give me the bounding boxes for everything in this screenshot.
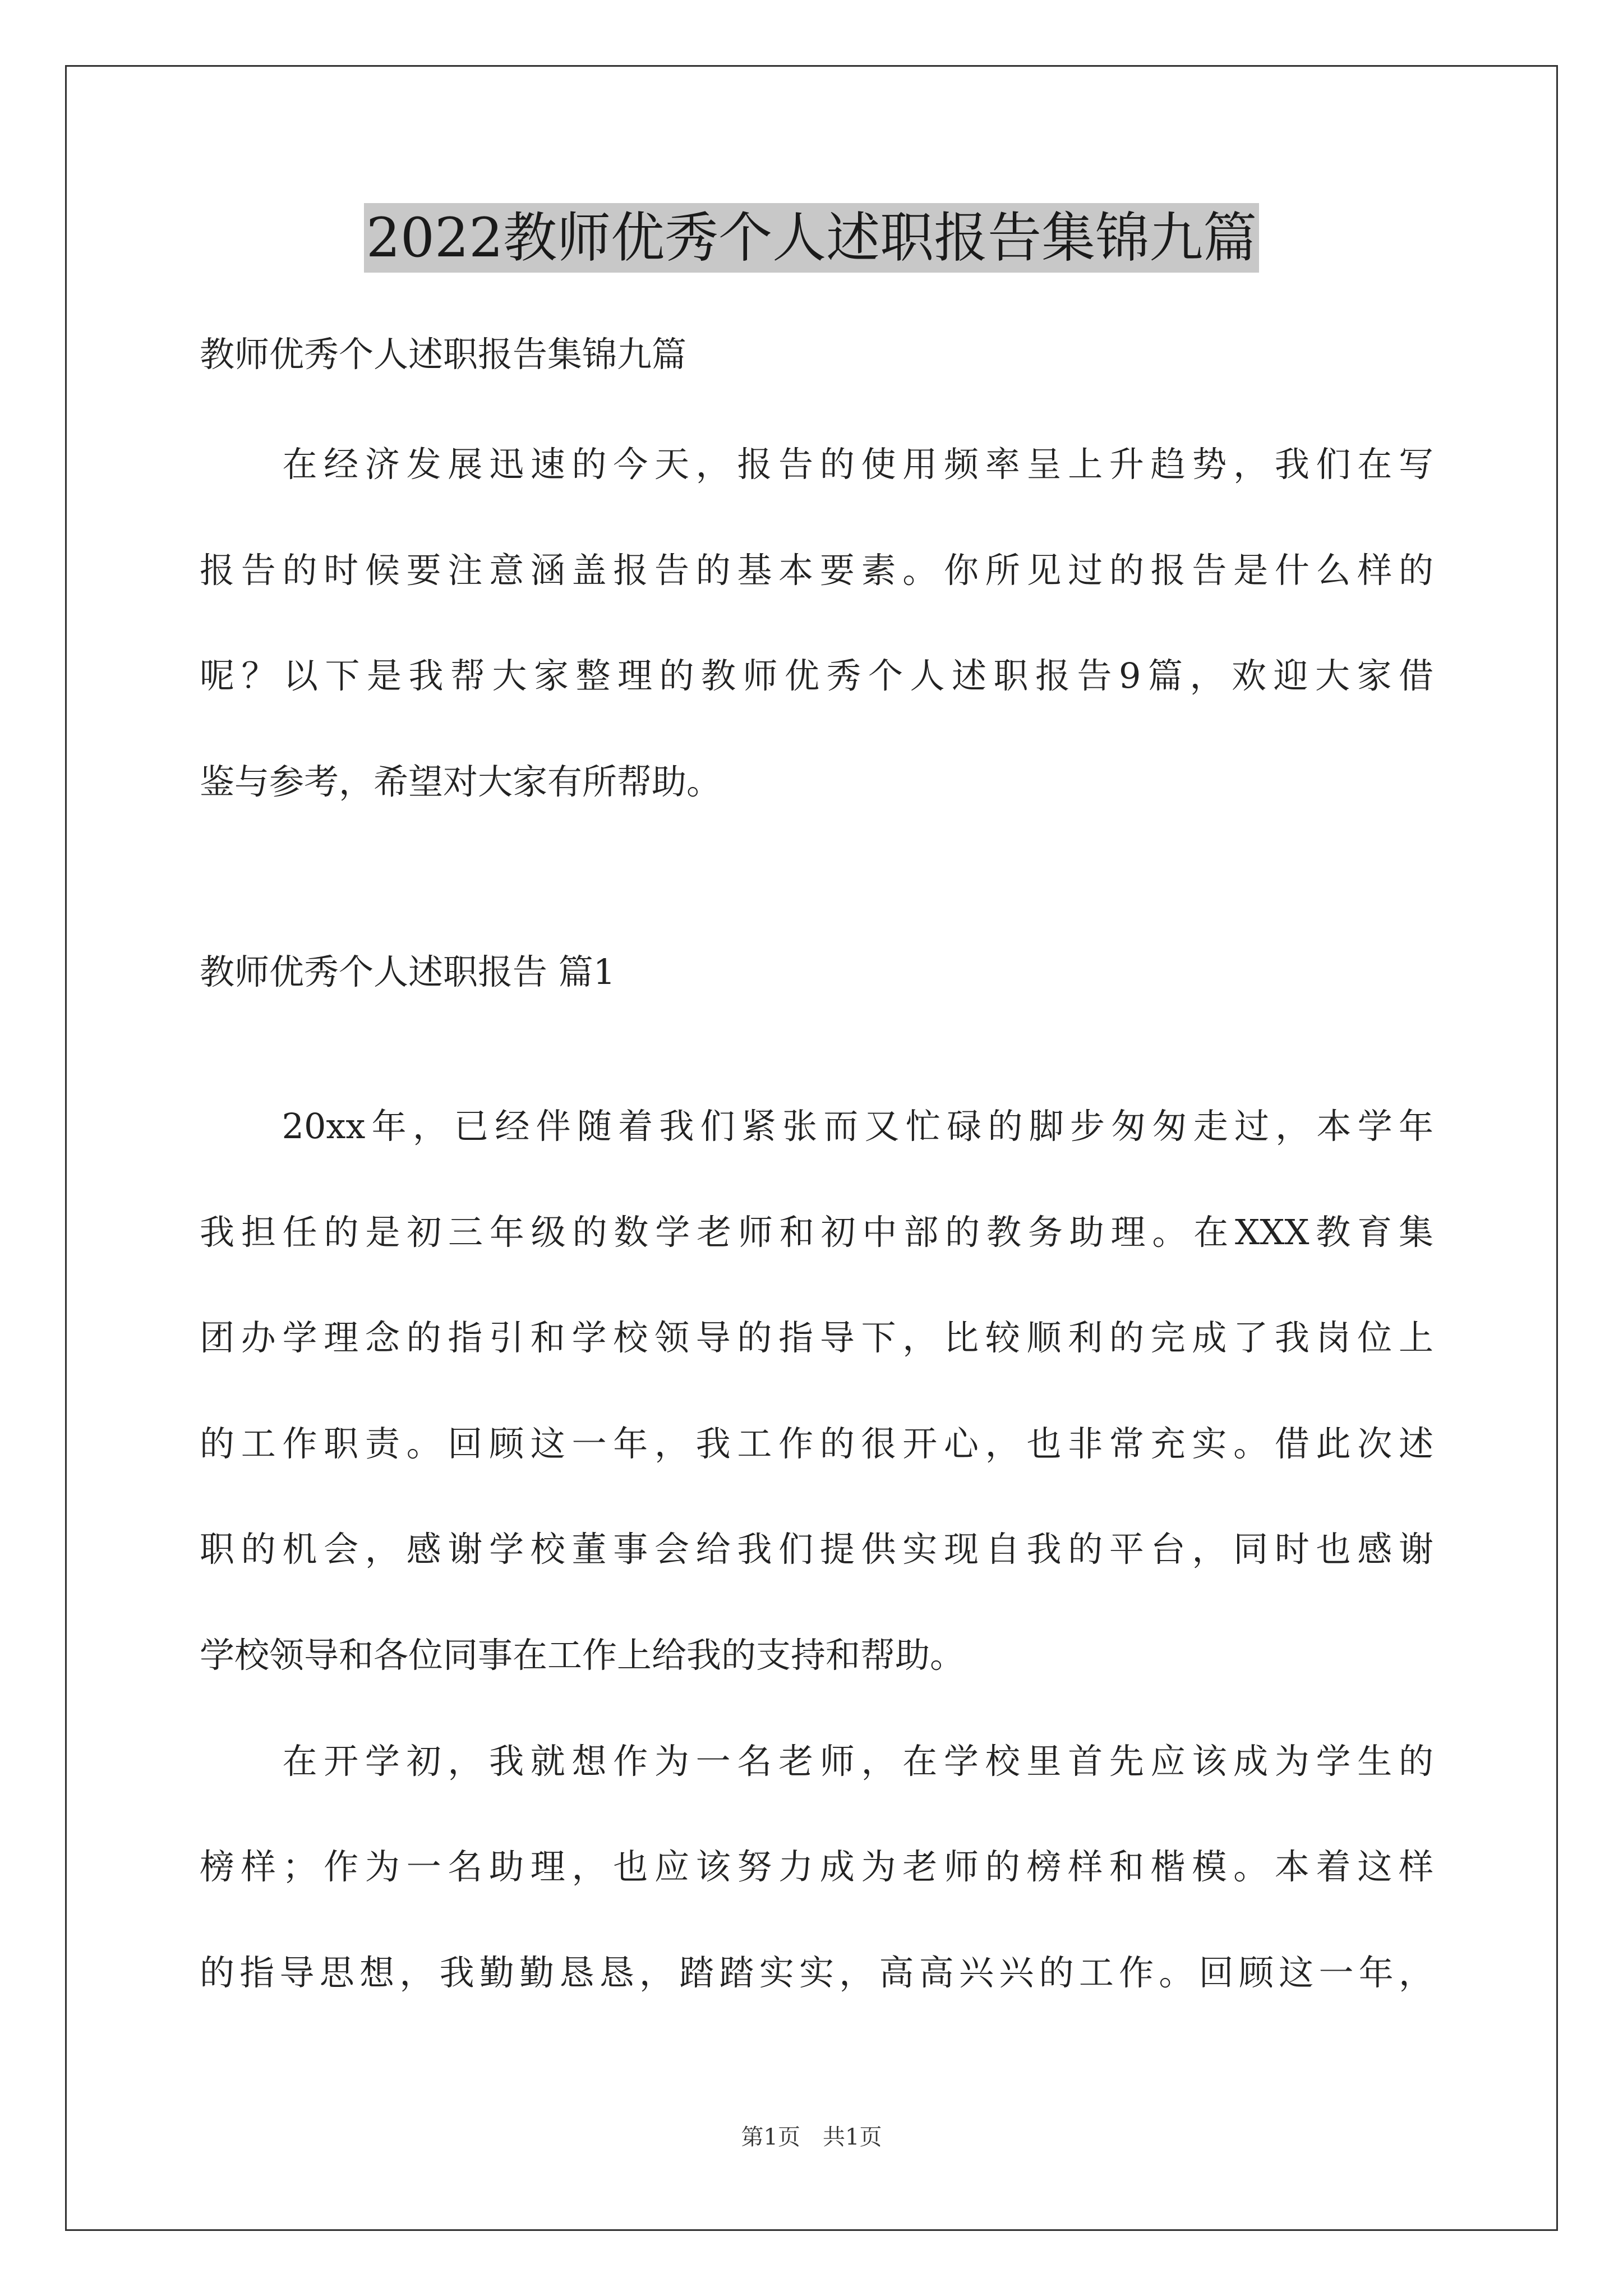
- section1-para1-line: 职的机会，感谢学校董事会给我们提供实现自我的平台，同时也感谢: [200, 1529, 1433, 1570]
- page-footer: 第1页 共1页: [741, 2124, 882, 2150]
- intro-line: 呢？以下是我帮大家整理的教师优秀个人述职报告9篇，欢迎大家借: [200, 655, 1433, 696]
- section1-para2-line: 榜样；作为一名助理，也应该努力成为老师的榜样和楷模。本着这样: [200, 1846, 1433, 1887]
- section1-para2-line: 在开学初，我就想作为一名老师，在学校里首先应该成为学生的: [200, 1741, 1433, 1782]
- intro-line: 鉴与参考，希望对大家有所帮助。: [200, 761, 722, 802]
- section1-para1-line: 团办学理念的指引和学校领导的指导下，比较顺利的完成了我岗位上: [200, 1317, 1433, 1358]
- section1-para2-line: 的指导思想，我勤勤恳恳，踏踏实实，高高兴兴的工作。回顾这一年，: [200, 1952, 1433, 1993]
- section1-para1-line: 的工作职责。回顾这一年，我工作的很开心，也非常充实。借此次述: [200, 1423, 1433, 1464]
- section1-para1-line: 学校领导和各位同事在工作上给我的支持和帮助。: [200, 1635, 965, 1676]
- intro-line: 报告的时候要注意涵盖报告的基本要素。你所见过的报告是什么样的: [200, 550, 1433, 591]
- section-heading: 教师优秀个人述职报告 篇1: [200, 951, 616, 992]
- section1-para1-line: 20xx年，已经伴随着我们紧张而又忙碌的脚步匆匆走过，本学年: [200, 1106, 1433, 1147]
- document-title-container: [0, 203, 1623, 273]
- intro-line: 在经济发展迅速的今天，报告的使用频率呈上升趋势，我们在写: [200, 444, 1433, 485]
- document-title: 2022教师优秀个人述职报告集锦九篇: [364, 203, 1259, 273]
- subtitle: 教师优秀个人述职报告集锦九篇: [200, 334, 687, 375]
- section1-para1-line: 我担任的是初三年级的数学老师和初中部的教务助理。在XXX教育集: [200, 1212, 1433, 1253]
